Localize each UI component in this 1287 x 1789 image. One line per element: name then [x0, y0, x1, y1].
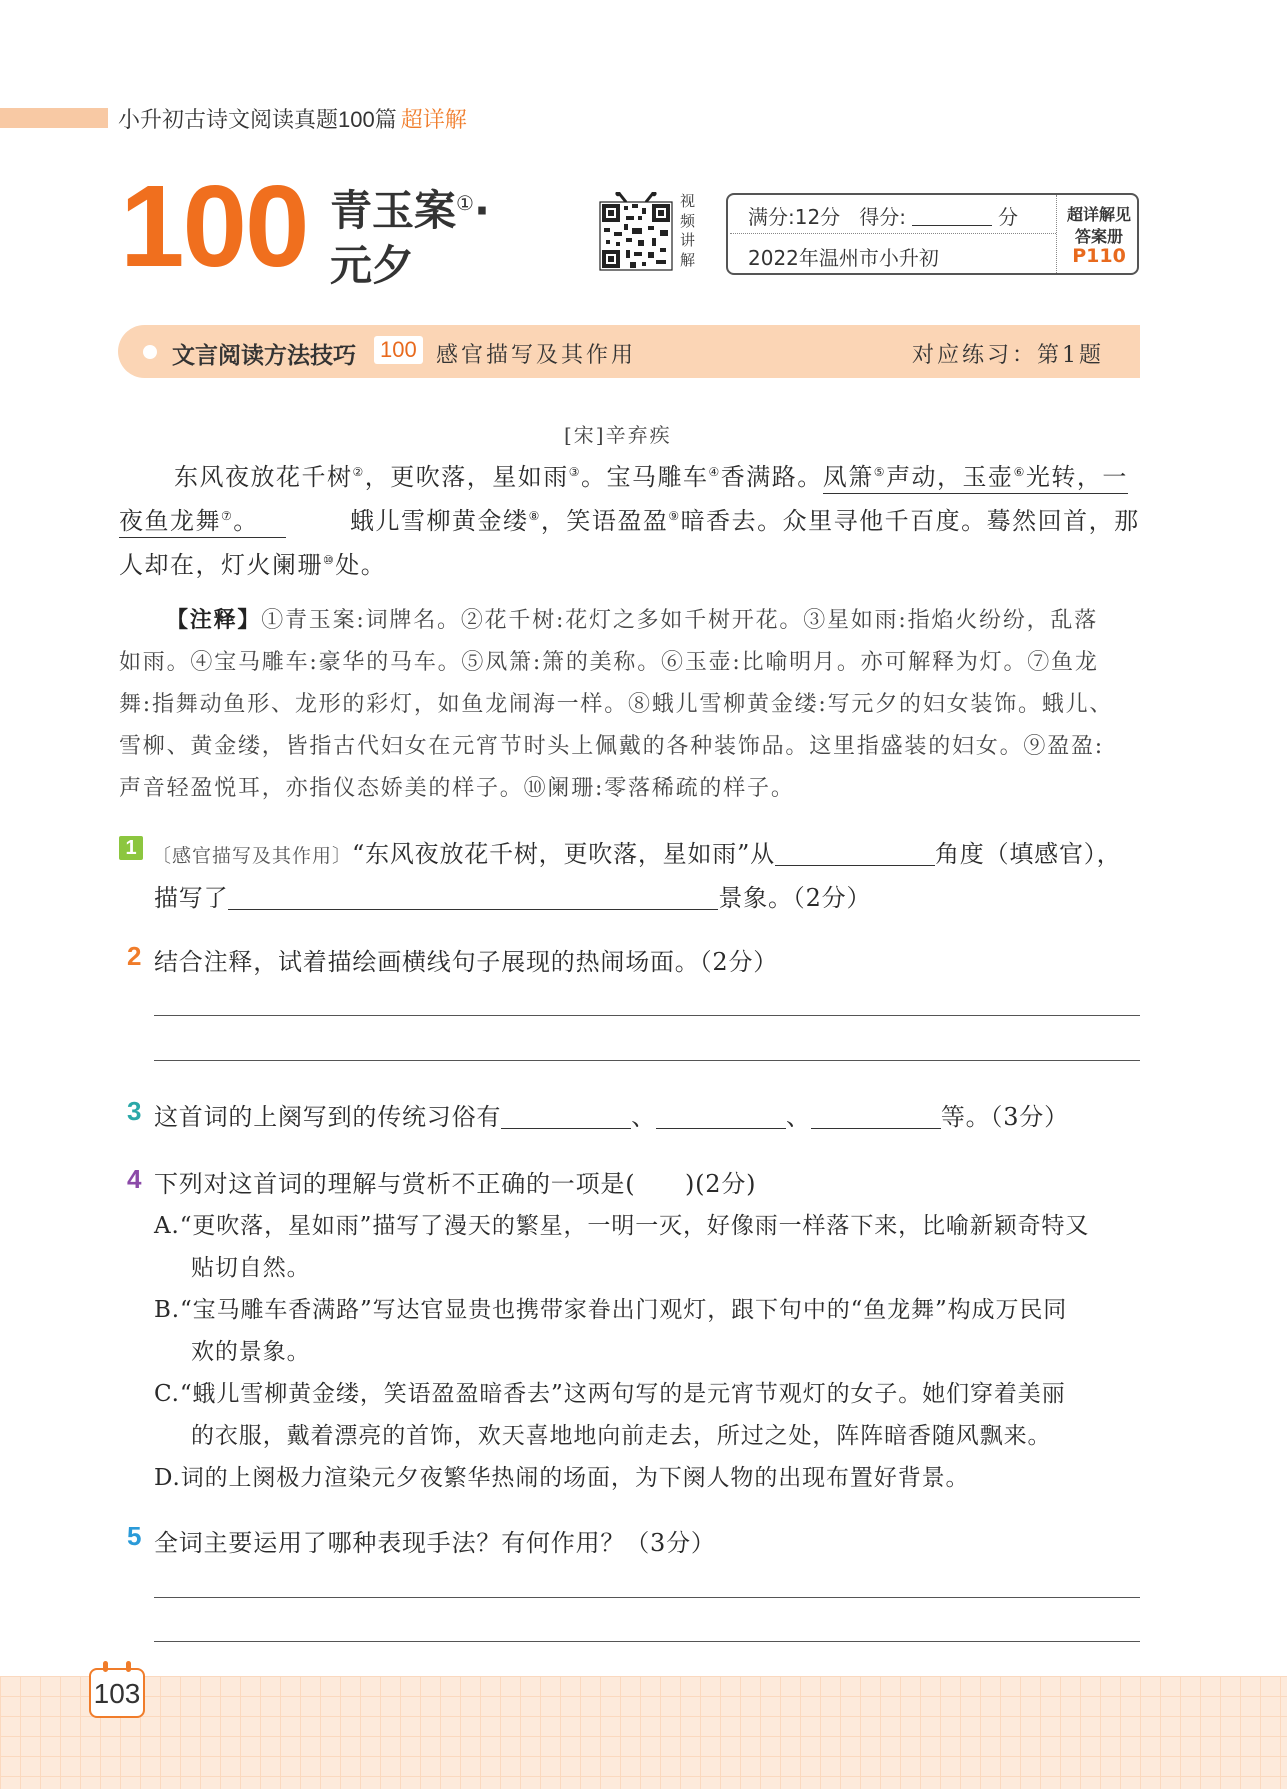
- footer-grid: [0, 1676, 1287, 1789]
- question-1-text-cont: 描写了 景象。（2分）: [154, 884, 872, 912]
- option-b-cont: 欢的景象。: [191, 1339, 311, 1365]
- notes-line: 舞:指舞动鱼形、龙形的彩灯，如鱼龙闹海一样。⑧蛾儿雪柳黄金缕:写元夕的妇女装饰。蛾儿、: [119, 692, 1114, 717]
- answer-blank[interactable]: [228, 887, 718, 910]
- poem-author: [宋]辛弃疾: [564, 423, 672, 447]
- poem-title-line2: 元夕: [330, 241, 415, 290]
- notes-line: 【注释】①青玉案:词牌名。②花千树:花灯之多如千树开花。③星如雨:指焰火纷纷，乱落: [166, 608, 1099, 633]
- underlined-sentence: 凤箫⑤声动，玉壶⑥光转，一: [823, 463, 1128, 494]
- answer-line[interactable]: [154, 1060, 1140, 1061]
- book-series-title: 小升初古诗文阅读真题100篇 超详解: [118, 107, 467, 132]
- lesson-number: 100: [120, 161, 308, 291]
- score-vertical-divider: [1056, 195, 1057, 273]
- poem-line: 夜鱼龙舞⑦。 蛾儿雪柳黄金缕⑧，笑语盈盈⑨暗香去。众里寻他千百度。蓦然回首，那: [119, 501, 1140, 536]
- score-divider: [730, 233, 1056, 234]
- answer-page-ref: P110: [1072, 245, 1126, 267]
- question-5-text: 全词主要运用了哪种表现手法？有何作用？（3分）: [154, 1529, 716, 1557]
- answer-blank[interactable]: [656, 1106, 786, 1129]
- question-number-1: 1: [119, 836, 143, 860]
- option-a-cont: 贴切自然。: [191, 1255, 311, 1281]
- notes-line: 雪柳、黄金缕，皆指古代妇女在元宵节时头上佩戴的各种装饰品。这里指盛装的妇女。⑨盈盈:: [119, 734, 1105, 759]
- option-d[interactable]: D.词的上阕极力渲染元夕夜繁华热闹的场面，为下阕人物的出现布置好背景。: [154, 1465, 970, 1491]
- score-line: 满分:12分 得分: 分: [748, 205, 1019, 229]
- question-3-text: 这首词的上阕写到的传统习俗有 、 、 等。（3分）: [154, 1103, 1069, 1131]
- poem-line: 人却在，灯火阑珊⑩处。: [119, 551, 387, 579]
- question-number-2: 2: [127, 941, 142, 971]
- answer-blank[interactable]: [501, 1106, 631, 1129]
- answer-blank[interactable]: [811, 1106, 941, 1129]
- answer-line[interactable]: [154, 1015, 1140, 1016]
- question-1-text: 〔感官描写及其作用〕“东风夜放花千树，更吹落，星如雨”从 角度（填感官），: [152, 840, 1122, 868]
- question-2-text: 结合注释，试着描绘画横线句子展现的热闹场面。（2分）: [154, 948, 779, 976]
- answer-line[interactable]: [154, 1641, 1140, 1642]
- method-topic: 感官描写及其作用: [436, 343, 637, 368]
- method-label: 文言阅读方法技巧: [172, 343, 356, 369]
- question-number-5: 5: [127, 1521, 142, 1551]
- answer-blank[interactable]: [775, 843, 935, 866]
- answer-line[interactable]: [154, 1597, 1140, 1598]
- option-c[interactable]: C.“蛾儿雪柳黄金缕，笑语盈盈暗香去”这两句写的是元宵节观灯的女子。她们穿着美丽: [154, 1381, 1066, 1407]
- header-accent-bar: [0, 108, 108, 128]
- score-input[interactable]: [912, 207, 992, 226]
- question-tag: 〔感官描写及其作用〕: [152, 845, 353, 867]
- video-lecture-label[interactable]: 视频讲解: [680, 192, 696, 269]
- question-4-text: 下列对这首词的理解与赏析不正确的一项是( )(2分): [154, 1170, 757, 1198]
- option-b[interactable]: B.“宝马雕车香满路”写达官显贵也携带家眷出门观灯，跟下句中的“鱼龙舞”构成万民同: [154, 1297, 1068, 1323]
- bullet-dot-icon: [143, 345, 157, 359]
- question-number-4: 4: [127, 1164, 142, 1194]
- poem-title-line1: 青玉案①·: [330, 186, 490, 235]
- page-number: 103: [93, 1678, 141, 1709]
- exam-source: 2022年温州市小升初: [748, 246, 939, 270]
- option-c-cont: 的衣服，戴着漂亮的首饰，欢天喜地地向前走去，所过之处，阵阵暗香随风飘来。: [191, 1423, 1052, 1449]
- option-a[interactable]: A.“更吹落，星如雨”描写了漫天的繁星，一明一灭，好像雨一样落下来，比喻新颖奇特又: [154, 1213, 1090, 1239]
- series-highlight: 超详解: [400, 107, 467, 132]
- poem-line: 东风夜放花千树②，更吹落，星如雨③。宝马雕车④香满路。凤箫⑤声动，玉壶⑥光转，一: [174, 457, 1128, 492]
- underlined-sentence: 夜鱼龙舞⑦。: [119, 507, 286, 538]
- method-number: 100: [374, 336, 423, 364]
- question-number-3: 3: [127, 1096, 142, 1126]
- answer-ref-line2: 答案册: [1074, 227, 1123, 246]
- qr-code-icon[interactable]: [598, 192, 674, 272]
- notes-line: 如雨。④宝马雕车:豪华的马车。⑤凤箫:箫的美称。⑥玉壶:比喻明月。亦可解释为灯。⑦鱼龙: [119, 650, 1099, 675]
- notes-line: 声音轻盈悦耳，亦指仪态娇美的样子。⑩阑珊:零落稀疏的样子。: [119, 776, 795, 801]
- answer-ref-line1: 超详解见: [1066, 205, 1131, 224]
- practice-reference: 对应练习：第1题: [912, 343, 1104, 368]
- notes-title: 【注释】: [166, 608, 262, 633]
